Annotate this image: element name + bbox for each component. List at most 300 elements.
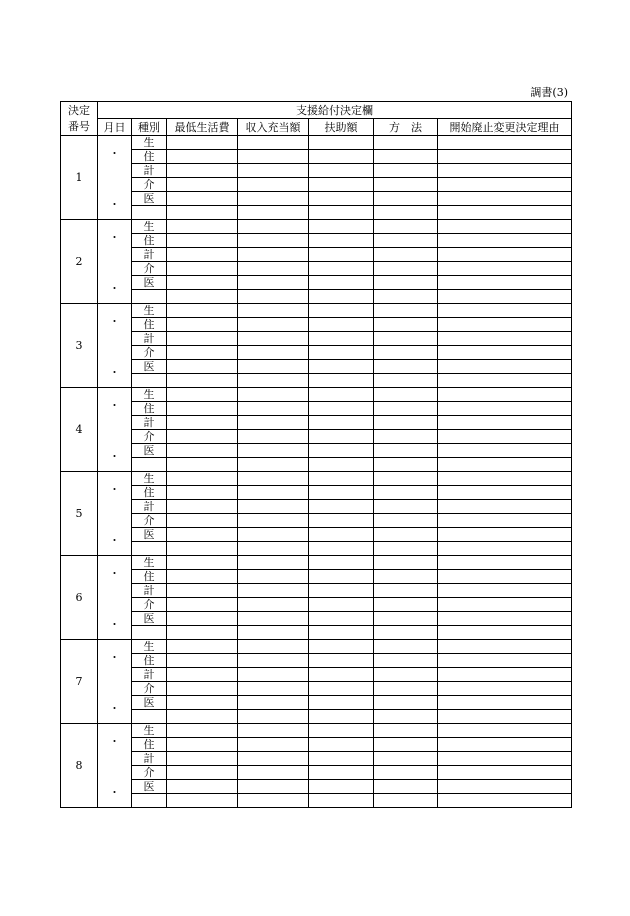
decision-reason-cell[interactable] (438, 668, 572, 682)
date-cell[interactable] (98, 304, 132, 388)
income-allocation-cell[interactable] (238, 626, 309, 640)
date-separator-end: ・ (109, 702, 120, 715)
method-cell[interactable] (374, 766, 438, 780)
decision-reason-cell[interactable] (438, 388, 572, 402)
minimum-living-cost-cell[interactable] (167, 332, 238, 346)
column-header-date: 月日 (98, 119, 132, 136)
method-cell[interactable] (374, 500, 438, 514)
decision-reason-cell[interactable] (438, 178, 572, 192)
income-allocation-cell[interactable] (238, 290, 309, 304)
assistance-amount-cell[interactable] (309, 332, 374, 346)
type-cell: 住 (132, 486, 167, 500)
minimum-living-cost-cell[interactable] (167, 752, 238, 766)
assistance-amount-cell[interactable] (309, 780, 374, 794)
assistance-amount-cell[interactable] (309, 500, 374, 514)
income-allocation-cell[interactable] (238, 332, 309, 346)
minimum-living-cost-cell[interactable] (167, 192, 238, 206)
income-allocation-cell[interactable] (238, 766, 309, 780)
assistance-amount-cell[interactable] (309, 626, 374, 640)
method-cell[interactable] (374, 710, 438, 724)
method-cell[interactable] (374, 458, 438, 472)
assistance-amount-cell[interactable] (309, 654, 374, 668)
decision-reason-cell[interactable] (438, 458, 572, 472)
assistance-amount-cell[interactable] (309, 136, 374, 150)
method-cell[interactable] (374, 346, 438, 360)
decision-reason-cell[interactable] (438, 290, 572, 304)
type-cell: 住 (132, 234, 167, 248)
method-cell[interactable] (374, 514, 438, 528)
minimum-living-cost-cell[interactable] (167, 654, 238, 668)
method-cell[interactable] (374, 164, 438, 178)
minimum-living-cost-cell[interactable] (167, 668, 238, 682)
minimum-living-cost-cell[interactable] (167, 780, 238, 794)
assistance-amount-cell[interactable] (309, 416, 374, 430)
method-cell[interactable] (374, 472, 438, 486)
decision-reason-cell[interactable] (438, 262, 572, 276)
income-allocation-cell[interactable] (238, 374, 309, 388)
type-cell: 生 (132, 556, 167, 570)
assistance-amount-cell[interactable] (309, 724, 374, 738)
date-cell[interactable] (98, 388, 132, 472)
assistance-amount-cell[interactable] (309, 738, 374, 752)
assistance-amount-cell[interactable] (309, 514, 374, 528)
assistance-amount-cell[interactable] (309, 668, 374, 682)
method-cell[interactable] (374, 150, 438, 164)
method-cell[interactable] (374, 668, 438, 682)
method-cell[interactable] (374, 612, 438, 626)
minimum-living-cost-cell[interactable] (167, 486, 238, 500)
table-row (61, 234, 572, 248)
minimum-living-cost-cell[interactable] (167, 458, 238, 472)
decision-reason-cell[interactable] (438, 206, 572, 220)
assistance-amount-cell[interactable] (309, 388, 374, 402)
decision-reason-cell[interactable] (438, 654, 572, 668)
minimum-living-cost-cell[interactable] (167, 150, 238, 164)
minimum-living-cost-cell[interactable] (167, 514, 238, 528)
income-allocation-cell[interactable] (238, 304, 309, 318)
assistance-amount-cell[interactable] (309, 556, 374, 570)
income-allocation-cell[interactable] (238, 556, 309, 570)
method-cell[interactable] (374, 696, 438, 710)
income-allocation-cell[interactable] (238, 514, 309, 528)
decision-reason-cell[interactable] (438, 738, 572, 752)
decision-reason-cell[interactable] (438, 472, 572, 486)
minimum-living-cost-cell[interactable] (167, 178, 238, 192)
method-cell[interactable] (374, 262, 438, 276)
decision-reason-cell[interactable] (438, 598, 572, 612)
method-cell[interactable] (374, 640, 438, 654)
date-cell[interactable] (98, 220, 132, 304)
document-label: 調書(3) (530, 86, 568, 99)
decision-reason-cell[interactable] (438, 248, 572, 262)
assistance-amount-cell[interactable] (309, 360, 374, 374)
method-cell[interactable] (374, 374, 438, 388)
assistance-amount-cell[interactable] (309, 206, 374, 220)
assistance-amount-cell[interactable] (309, 276, 374, 290)
table-row (61, 416, 572, 430)
income-allocation-cell[interactable] (238, 794, 309, 808)
table-row (61, 290, 572, 304)
income-allocation-cell[interactable] (238, 640, 309, 654)
assistance-amount-cell[interactable] (309, 234, 374, 248)
income-allocation-cell[interactable] (238, 486, 309, 500)
decision-reason-cell[interactable] (438, 164, 572, 178)
minimum-living-cost-cell[interactable] (167, 276, 238, 290)
income-allocation-cell[interactable] (238, 276, 309, 290)
income-allocation-cell[interactable] (238, 360, 309, 374)
type-cell: 医 (132, 528, 167, 542)
decision-reason-cell[interactable] (438, 220, 572, 234)
assistance-amount-cell[interactable] (309, 640, 374, 654)
decision-reason-cell[interactable] (438, 444, 572, 458)
assistance-amount-cell[interactable] (309, 794, 374, 808)
decision-reason-cell[interactable] (438, 150, 572, 164)
income-allocation-cell[interactable] (238, 682, 309, 696)
income-allocation-cell[interactable] (238, 752, 309, 766)
minimum-living-cost-cell[interactable] (167, 416, 238, 430)
minimum-living-cost-cell[interactable] (167, 318, 238, 332)
assistance-amount-cell[interactable] (309, 696, 374, 710)
income-allocation-cell[interactable] (238, 262, 309, 276)
decision-reason-cell[interactable] (438, 304, 572, 318)
income-allocation-cell[interactable] (238, 192, 309, 206)
method-cell[interactable] (374, 444, 438, 458)
minimum-living-cost-cell[interactable] (167, 640, 238, 654)
income-allocation-cell[interactable] (238, 710, 309, 724)
date-separator-end: ・ (109, 534, 120, 547)
method-cell[interactable] (374, 738, 438, 752)
income-allocation-cell[interactable] (238, 388, 309, 402)
assistance-amount-cell[interactable] (309, 304, 374, 318)
assistance-amount-cell[interactable] (309, 192, 374, 206)
date-separator-end: ・ (109, 450, 120, 463)
method-cell[interactable] (374, 234, 438, 248)
decision-number-cell: 7 (61, 640, 98, 724)
assistance-amount-cell[interactable] (309, 542, 374, 556)
income-allocation-cell[interactable] (238, 500, 309, 514)
method-cell[interactable] (374, 682, 438, 696)
decision-reason-cell[interactable] (438, 780, 572, 794)
income-allocation-cell[interactable] (238, 472, 309, 486)
table-row (61, 724, 572, 738)
method-cell[interactable] (374, 276, 438, 290)
minimum-living-cost-cell[interactable] (167, 472, 238, 486)
table-row (61, 584, 572, 598)
table-row (61, 472, 572, 486)
income-allocation-cell[interactable] (238, 402, 309, 416)
date-separator-start: ・ (109, 735, 120, 748)
minimum-living-cost-cell[interactable] (167, 290, 238, 304)
income-allocation-cell[interactable] (238, 612, 309, 626)
minimum-living-cost-cell[interactable] (167, 542, 238, 556)
income-allocation-cell[interactable] (238, 234, 309, 248)
decision-number-cell: 2 (61, 220, 98, 304)
method-cell[interactable] (374, 388, 438, 402)
date-separator-start: ・ (109, 231, 120, 244)
date-separator-start: ・ (109, 399, 120, 412)
minimum-living-cost-cell[interactable] (167, 388, 238, 402)
decision-reason-cell[interactable] (438, 696, 572, 710)
method-cell[interactable] (374, 178, 438, 192)
minimum-living-cost-cell[interactable] (167, 136, 238, 150)
decision-number-cell: 5 (61, 472, 98, 556)
decision-reason-cell[interactable] (438, 486, 572, 500)
assistance-amount-cell[interactable] (309, 710, 374, 724)
decision-reason-cell[interactable] (438, 570, 572, 584)
method-cell[interactable] (374, 332, 438, 346)
type-cell (132, 374, 167, 388)
minimum-living-cost-cell[interactable] (167, 402, 238, 416)
income-allocation-cell[interactable] (238, 598, 309, 612)
method-cell[interactable] (374, 430, 438, 444)
table-row (61, 626, 572, 640)
type-cell: 医 (132, 444, 167, 458)
date-cell[interactable] (98, 472, 132, 556)
decision-reason-cell[interactable] (438, 402, 572, 416)
income-allocation-cell[interactable] (238, 542, 309, 556)
method-cell[interactable] (374, 402, 438, 416)
minimum-living-cost-cell[interactable] (167, 220, 238, 234)
decision-reason-cell[interactable] (438, 360, 572, 374)
decision-reason-cell[interactable] (438, 500, 572, 514)
minimum-living-cost-cell[interactable] (167, 612, 238, 626)
assistance-amount-cell[interactable] (309, 248, 374, 262)
minimum-living-cost-cell[interactable] (167, 444, 238, 458)
decision-reason-cell[interactable] (438, 374, 572, 388)
decision-reason-cell[interactable] (438, 612, 572, 626)
income-allocation-cell[interactable] (238, 584, 309, 598)
method-cell[interactable] (374, 598, 438, 612)
assistance-amount-cell[interactable] (309, 458, 374, 472)
minimum-living-cost-cell[interactable] (167, 766, 238, 780)
decision-reason-cell[interactable] (438, 514, 572, 528)
minimum-living-cost-cell[interactable] (167, 724, 238, 738)
table-row (61, 360, 572, 374)
method-cell[interactable] (374, 556, 438, 570)
table-row (61, 738, 572, 752)
table-row (61, 248, 572, 262)
minimum-living-cost-cell[interactable] (167, 794, 238, 808)
income-allocation-cell[interactable] (238, 136, 309, 150)
method-cell[interactable] (374, 206, 438, 220)
method-cell[interactable] (374, 304, 438, 318)
assistance-amount-cell[interactable] (309, 612, 374, 626)
minimum-living-cost-cell[interactable] (167, 710, 238, 724)
method-cell[interactable] (374, 136, 438, 150)
column-header-income-allocation: 収入充当額 (238, 119, 309, 136)
income-allocation-cell[interactable] (238, 416, 309, 430)
method-cell[interactable] (374, 654, 438, 668)
method-cell[interactable] (374, 318, 438, 332)
type-cell: 生 (132, 640, 167, 654)
minimum-living-cost-cell[interactable] (167, 696, 238, 710)
method-cell[interactable] (374, 584, 438, 598)
decision-reason-cell[interactable] (438, 542, 572, 556)
income-allocation-cell[interactable] (238, 668, 309, 682)
method-cell[interactable] (374, 528, 438, 542)
table-row (61, 136, 572, 150)
decision-reason-cell[interactable] (438, 584, 572, 598)
minimum-living-cost-cell[interactable] (167, 374, 238, 388)
method-cell[interactable] (374, 220, 438, 234)
date-separator-start: ・ (109, 651, 120, 664)
assistance-amount-cell[interactable] (309, 444, 374, 458)
table-row (61, 794, 572, 808)
income-allocation-cell[interactable] (238, 654, 309, 668)
minimum-living-cost-cell[interactable] (167, 584, 238, 598)
assistance-amount-cell[interactable] (309, 598, 374, 612)
decision-reason-cell[interactable] (438, 766, 572, 780)
income-allocation-cell[interactable] (238, 458, 309, 472)
method-cell[interactable] (374, 626, 438, 640)
assistance-amount-cell[interactable] (309, 150, 374, 164)
income-allocation-cell[interactable] (238, 248, 309, 262)
date-cell[interactable] (98, 136, 132, 220)
income-allocation-cell[interactable] (238, 346, 309, 360)
method-cell[interactable] (374, 192, 438, 206)
decision-reason-cell[interactable] (438, 276, 572, 290)
table-row (61, 304, 572, 318)
decision-reason-cell[interactable] (438, 192, 572, 206)
income-allocation-cell[interactable] (238, 444, 309, 458)
decision-reason-cell[interactable] (438, 556, 572, 570)
method-cell[interactable] (374, 780, 438, 794)
decision-reason-cell[interactable] (438, 332, 572, 346)
assistance-amount-cell[interactable] (309, 374, 374, 388)
assistance-amount-cell[interactable] (309, 682, 374, 696)
method-cell[interactable] (374, 416, 438, 430)
assistance-amount-cell[interactable] (309, 528, 374, 542)
assistance-amount-cell[interactable] (309, 472, 374, 486)
minimum-living-cost-cell[interactable] (167, 360, 238, 374)
assistance-amount-cell[interactable] (309, 402, 374, 416)
decision-reason-cell[interactable] (438, 416, 572, 430)
minimum-living-cost-cell[interactable] (167, 598, 238, 612)
type-cell: 介 (132, 766, 167, 780)
income-allocation-cell[interactable] (238, 430, 309, 444)
table-row (61, 500, 572, 514)
assistance-amount-cell[interactable] (309, 290, 374, 304)
assistance-amount-cell[interactable] (309, 752, 374, 766)
assistance-amount-cell[interactable] (309, 570, 374, 584)
table-row (61, 164, 572, 178)
method-cell[interactable] (374, 290, 438, 304)
method-cell[interactable] (374, 794, 438, 808)
income-allocation-cell[interactable] (238, 150, 309, 164)
method-cell[interactable] (374, 724, 438, 738)
assistance-amount-cell[interactable] (309, 164, 374, 178)
assistance-amount-cell[interactable] (309, 318, 374, 332)
assistance-amount-cell[interactable] (309, 178, 374, 192)
income-allocation-cell[interactable] (238, 164, 309, 178)
income-allocation-cell[interactable] (238, 528, 309, 542)
method-cell[interactable] (374, 486, 438, 500)
income-allocation-cell[interactable] (238, 206, 309, 220)
decision-reason-cell[interactable] (438, 682, 572, 696)
method-cell[interactable] (374, 360, 438, 374)
table-row (61, 668, 572, 682)
assistance-amount-cell[interactable] (309, 430, 374, 444)
section-title: 支援給付決定欄 (98, 102, 572, 119)
income-allocation-cell[interactable] (238, 724, 309, 738)
income-allocation-cell[interactable] (238, 696, 309, 710)
assistance-amount-cell[interactable] (309, 584, 374, 598)
benefit-decision-table (60, 101, 572, 808)
income-allocation-cell[interactable] (238, 220, 309, 234)
minimum-living-cost-cell[interactable] (167, 430, 238, 444)
type-cell (132, 206, 167, 220)
decision-reason-cell[interactable] (438, 640, 572, 654)
minimum-living-cost-cell[interactable] (167, 206, 238, 220)
decision-reason-cell[interactable] (438, 528, 572, 542)
method-cell[interactable] (374, 542, 438, 556)
decision-reason-cell[interactable] (438, 318, 572, 332)
assistance-amount-cell[interactable] (309, 766, 374, 780)
decision-reason-cell[interactable] (438, 794, 572, 808)
decision-reason-cell[interactable] (438, 724, 572, 738)
type-cell: 計 (132, 248, 167, 262)
assistance-amount-cell[interactable] (309, 486, 374, 500)
minimum-living-cost-cell[interactable] (167, 626, 238, 640)
date-separator-end: ・ (109, 366, 120, 379)
minimum-living-cost-cell[interactable] (167, 570, 238, 584)
decision-reason-cell[interactable] (438, 234, 572, 248)
decision-reason-cell[interactable] (438, 346, 572, 360)
column-header-type: 種別 (132, 119, 167, 136)
column-header-assistance-amount: 扶助額 (309, 119, 374, 136)
type-cell: 生 (132, 724, 167, 738)
decision-reason-cell[interactable] (438, 752, 572, 766)
decision-reason-cell[interactable] (438, 626, 572, 640)
date-separator-start: ・ (109, 315, 120, 328)
minimum-living-cost-cell[interactable] (167, 234, 238, 248)
assistance-amount-cell[interactable] (309, 346, 374, 360)
assistance-amount-cell[interactable] (309, 262, 374, 276)
decision-reason-cell[interactable] (438, 136, 572, 150)
type-cell: 介 (132, 178, 167, 192)
decision-number-cell: 6 (61, 556, 98, 640)
method-cell[interactable] (374, 248, 438, 262)
income-allocation-cell[interactable] (238, 738, 309, 752)
type-cell: 計 (132, 332, 167, 346)
date-cell[interactable] (98, 724, 132, 808)
minimum-living-cost-cell[interactable] (167, 248, 238, 262)
minimum-living-cost-cell[interactable] (167, 262, 238, 276)
minimum-living-cost-cell[interactable] (167, 556, 238, 570)
decision-reason-cell[interactable] (438, 710, 572, 724)
minimum-living-cost-cell[interactable] (167, 164, 238, 178)
minimum-living-cost-cell[interactable] (167, 738, 238, 752)
decision-reason-cell[interactable] (438, 430, 572, 444)
decision-number-cell: 1 (61, 136, 98, 220)
minimum-living-cost-cell[interactable] (167, 528, 238, 542)
date-cell[interactable] (98, 556, 132, 640)
income-allocation-cell[interactable] (238, 178, 309, 192)
type-cell (132, 290, 167, 304)
income-allocation-cell[interactable] (238, 570, 309, 584)
minimum-living-cost-cell[interactable] (167, 304, 238, 318)
minimum-living-cost-cell[interactable] (167, 500, 238, 514)
income-allocation-cell[interactable] (238, 780, 309, 794)
method-cell[interactable] (374, 570, 438, 584)
minimum-living-cost-cell[interactable] (167, 346, 238, 360)
minimum-living-cost-cell[interactable] (167, 682, 238, 696)
date-cell[interactable] (98, 640, 132, 724)
method-cell[interactable] (374, 752, 438, 766)
income-allocation-cell[interactable] (238, 318, 309, 332)
assistance-amount-cell[interactable] (309, 220, 374, 234)
type-cell: 医 (132, 612, 167, 626)
